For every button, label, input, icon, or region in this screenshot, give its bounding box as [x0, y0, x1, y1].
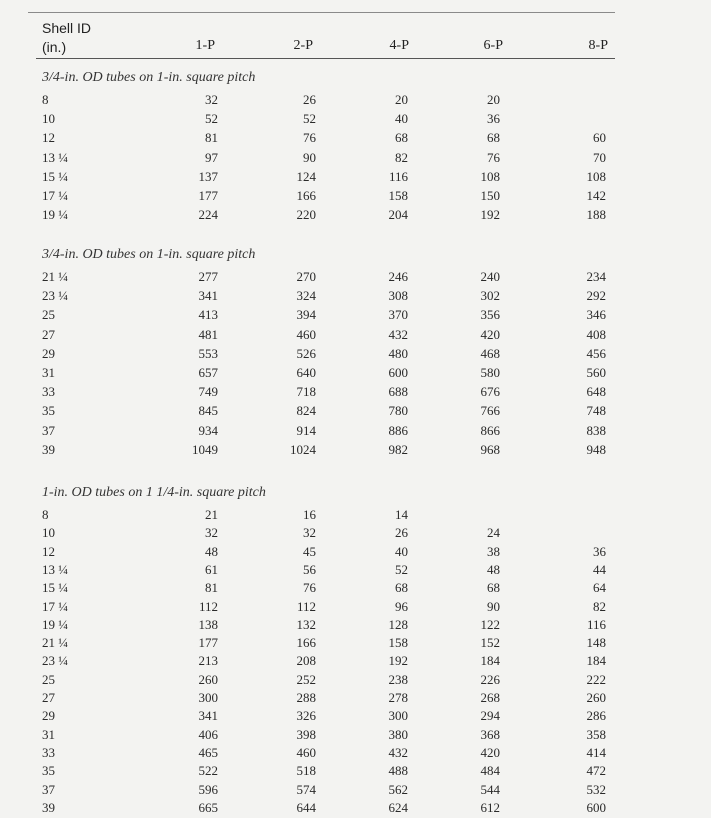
header-divider — [36, 58, 615, 59]
tube-count-cell: 780 — [388, 403, 408, 419]
tube-count-cell: 413 — [198, 307, 218, 323]
tube-count-cell: 484 — [480, 763, 500, 779]
tube-count-cell: 226 — [480, 671, 500, 687]
table-row — [0, 599, 711, 617]
tube-count-cell: 432 — [388, 326, 408, 342]
tube-count-cell: 132 — [296, 616, 316, 632]
table-row — [0, 745, 711, 763]
tube-count-cell: 465 — [198, 744, 218, 760]
tube-count-cell: 518 — [296, 763, 316, 779]
table-row — [0, 727, 711, 745]
tube-count-cell: 184 — [480, 653, 500, 669]
table-row — [0, 150, 711, 168]
shell-id-cell: 13 ¼ — [42, 561, 68, 577]
tube-count-cell: 308 — [388, 288, 408, 304]
tube-count-cell: 112 — [296, 598, 316, 614]
table-header — [0, 20, 711, 60]
tube-count-cell: 866 — [480, 422, 500, 438]
tube-count-cell: 532 — [586, 781, 606, 797]
table-row — [0, 672, 711, 690]
tube-count-cell: 948 — [586, 441, 606, 457]
shell-id-cell: 27 — [42, 690, 55, 705]
tube-count-cell: 270 — [296, 269, 316, 284]
tube-count-cell: 845 — [198, 403, 218, 419]
tube-count-cell: 481 — [198, 326, 218, 342]
table-row — [0, 562, 711, 580]
shell-id-cell: 33 — [42, 384, 55, 400]
tube-count-cell: 749 — [198, 384, 218, 400]
tube-count-cell: 278 — [388, 690, 408, 705]
shell-id-cell: 17 ¼ — [42, 188, 68, 203]
tube-count-cell: 14 — [395, 507, 408, 522]
shell-id-cell: 35 — [42, 403, 55, 419]
table-row — [0, 763, 711, 781]
table-row — [0, 782, 711, 800]
tube-count-cell: 32 — [303, 525, 316, 541]
table-row — [0, 307, 711, 325]
tube-count-cell: 300 — [198, 690, 218, 705]
tube-count-cell: 1049 — [192, 441, 218, 457]
column-header-6p: 6-P — [483, 38, 503, 53]
tube-count-cell: 665 — [198, 799, 218, 815]
top-rule — [28, 12, 615, 13]
tube-count-cell: 122 — [480, 616, 500, 632]
tube-count-cell: 20 — [395, 92, 408, 107]
column-header-4p: 4-P — [389, 38, 409, 53]
tube-count-cell: 70 — [593, 149, 606, 165]
table-row — [0, 327, 711, 345]
shell-id-cell: 21 ¼ — [42, 635, 68, 651]
tube-count-cell: 21 — [205, 507, 218, 522]
column-header-8p: 8-P — [588, 38, 608, 53]
shell-id-cell: 13 ¼ — [42, 149, 68, 165]
shell-id-cell: 19 ¼ — [42, 616, 68, 632]
tube-count-cell: 64 — [593, 580, 606, 596]
tube-count-cell: 44 — [593, 561, 606, 577]
tube-count-cell: 456 — [586, 345, 606, 361]
tube-count-cell: 574 — [296, 781, 316, 797]
tube-count-cell: 460 — [296, 744, 316, 760]
section-title: 1-in. OD tubes on 1 1/4-in. square pitch — [42, 485, 266, 500]
tube-count-cell: 192 — [388, 653, 408, 669]
tube-count-cell: 192 — [480, 207, 500, 223]
tube-count-cell: 408 — [586, 326, 606, 342]
shell-id-cell: 10 — [42, 525, 55, 541]
tube-count-cell: 562 — [388, 781, 408, 797]
tube-count-cell: 370 — [388, 307, 408, 323]
tube-count-cell: 188 — [586, 207, 606, 223]
shell-id-cell: 39 — [42, 441, 55, 457]
table-row — [0, 690, 711, 708]
tube-count-cell: 294 — [480, 708, 500, 724]
table-row — [0, 507, 711, 525]
shell-id-cell: 23 ¼ — [42, 653, 68, 669]
tube-count-cell: 346 — [586, 307, 606, 323]
tube-count-cell: 394 — [296, 307, 316, 323]
tube-count-cell: 90 — [487, 598, 500, 614]
tube-count-cell: 52 — [395, 561, 408, 577]
tube-count-cell: 97 — [205, 149, 218, 165]
shell-id-cell: 10 — [42, 111, 55, 127]
tube-count-cell: 204 — [388, 207, 408, 223]
tube-count-cell: 56 — [303, 561, 316, 577]
table-row — [0, 708, 711, 726]
tube-count-cell: 177 — [198, 188, 218, 203]
table-row — [0, 269, 711, 287]
tube-count-cell: 356 — [480, 307, 500, 323]
tube-count-cell: 324 — [296, 288, 316, 304]
table-row — [0, 92, 711, 110]
tube-count-cell: 177 — [198, 635, 218, 651]
table-row — [0, 617, 711, 635]
tube-count-cell: 766 — [480, 403, 500, 419]
table-row — [0, 544, 711, 562]
tube-count-cell: 158 — [388, 188, 408, 203]
tube-count-cell: 640 — [296, 365, 316, 380]
tube-count-cell: 580 — [480, 365, 500, 380]
tube-count-cell: 553 — [198, 345, 218, 361]
tube-count-cell: 914 — [296, 422, 316, 438]
tube-count-cell: 260 — [198, 671, 218, 687]
shell-id-cell: 25 — [42, 307, 55, 323]
shell-id-cell: 15 ¼ — [42, 168, 68, 184]
tube-count-cell: 60 — [593, 130, 606, 146]
tube-count-cell: 142 — [586, 188, 606, 203]
tube-count-cell: 488 — [388, 763, 408, 779]
table-row — [0, 800, 711, 818]
shell-id-cell: 35 — [42, 763, 55, 779]
tube-count-cell: 137 — [198, 168, 218, 184]
tube-count-cell: 238 — [388, 671, 408, 687]
tube-count-cell: 688 — [388, 384, 408, 400]
tube-count-cell: 81 — [205, 580, 218, 596]
tube-count-cell: 36 — [487, 111, 500, 127]
shell-id-cell: 29 — [42, 708, 55, 724]
tube-count-cell: 220 — [296, 207, 316, 223]
tube-count-cell: 934 — [198, 422, 218, 438]
section-title: 3/4-in. OD tubes on 1-in. square pitch — [42, 70, 256, 85]
tube-count-cell: 26 — [303, 92, 316, 107]
tube-count-cell: 260 — [586, 690, 606, 705]
tube-count-cell: 68 — [395, 130, 408, 146]
tube-count-cell: 48 — [205, 543, 218, 559]
tube-count-cell: 116 — [388, 168, 408, 184]
tube-count-cell: 82 — [593, 598, 606, 614]
shell-id-unit-header: (in.) — [42, 39, 67, 55]
tube-count-cell: 326 — [296, 708, 316, 724]
tube-count-cell: 16 — [303, 507, 316, 522]
shell-id-cell: 31 — [42, 726, 55, 742]
shell-id-cell: 8 — [42, 92, 49, 107]
shell-id-cell: 37 — [42, 781, 55, 797]
tube-count-cell: 748 — [586, 403, 606, 419]
table-row — [0, 346, 711, 364]
tube-count-cell: 468 — [480, 345, 500, 361]
shell-id-cell: 15 ¼ — [42, 580, 68, 596]
shell-id-cell: 31 — [42, 365, 55, 380]
tube-count-cell: 824 — [296, 403, 316, 419]
table-row — [0, 288, 711, 306]
tube-count-cell: 184 — [586, 653, 606, 669]
tube-count-cell: 38 — [487, 543, 500, 559]
tube-count-cell: 96 — [395, 598, 408, 614]
table-row — [0, 442, 711, 460]
tube-count-cell: 648 — [586, 384, 606, 400]
tube-count-cell: 292 — [586, 288, 606, 304]
tube-count-cell: 526 — [296, 345, 316, 361]
table-row — [0, 580, 711, 598]
table-row — [0, 365, 711, 383]
tube-count-cell: 300 — [388, 708, 408, 724]
tube-count-cell: 612 — [480, 799, 500, 815]
tube-count-cell: 368 — [480, 726, 500, 742]
shell-id-cell: 21 ¼ — [42, 269, 68, 284]
tube-count-cell: 68 — [487, 130, 500, 146]
tube-count-cell: 40 — [395, 543, 408, 559]
tube-count-cell: 32 — [205, 92, 218, 107]
tube-count-cell: 76 — [487, 149, 500, 165]
tube-count-cell: 718 — [296, 384, 316, 400]
tube-count-cell: 406 — [198, 726, 218, 742]
column-header-2p: 2-P — [293, 38, 313, 53]
tube-count-cell: 224 — [198, 207, 218, 223]
tube-count-cell: 82 — [395, 149, 408, 165]
tube-count-cell: 240 — [480, 269, 500, 284]
tube-count-cell: 52 — [303, 111, 316, 127]
table-row — [0, 188, 711, 206]
tube-count-cell: 76 — [303, 580, 316, 596]
shell-id-cell: 29 — [42, 345, 55, 361]
tube-count-cell: 252 — [296, 671, 316, 687]
table-row — [0, 403, 711, 421]
shell-id-cell: 25 — [42, 671, 55, 687]
table-row — [0, 423, 711, 441]
tube-count-cell: 886 — [388, 422, 408, 438]
tube-count-cell: 676 — [480, 384, 500, 400]
tube-count-cell: 68 — [395, 580, 408, 596]
tube-count-cell: 166 — [296, 635, 316, 651]
tube-count-cell: 148 — [586, 635, 606, 651]
tube-count-cell: 644 — [296, 799, 316, 815]
tube-count-cell: 358 — [586, 726, 606, 742]
tube-count-cell: 341 — [198, 708, 218, 724]
shell-id-header: Shell ID — [42, 20, 92, 36]
tube-count-cell: 522 — [198, 763, 218, 779]
shell-id-cell: 23 ¼ — [42, 288, 68, 304]
tube-count-cell: 246 — [388, 269, 408, 284]
tube-count-cell: 560 — [586, 365, 606, 380]
table-row — [0, 169, 711, 187]
tube-count-cell: 68 — [487, 580, 500, 596]
tube-count-cell: 152 — [480, 635, 500, 651]
tube-count-cell: 222 — [586, 671, 606, 687]
shell-id-cell: 33 — [42, 744, 55, 760]
shell-id-cell: 12 — [42, 543, 55, 559]
tube-count-cell: 982 — [388, 441, 408, 457]
tube-count-cell: 32 — [205, 525, 218, 541]
shell-id-cell: 39 — [42, 799, 55, 815]
tube-count-cell: 108 — [480, 168, 500, 184]
shell-id-cell: 19 ¼ — [42, 207, 68, 223]
tube-count-cell: 158 — [388, 635, 408, 651]
shell-id-cell: 37 — [42, 422, 55, 438]
tube-count-cell: 45 — [303, 543, 316, 559]
tube-count-cell: 213 — [198, 653, 218, 669]
tube-count-cell: 128 — [388, 616, 408, 632]
shell-id-cell: 17 ¼ — [42, 598, 68, 614]
tube-count-cell: 108 — [586, 168, 606, 184]
tube-count-cell: 286 — [586, 708, 606, 724]
tube-count-cell: 544 — [480, 781, 500, 797]
tube-count-cell: 76 — [303, 130, 316, 146]
tube-count-cell: 600 — [586, 799, 606, 815]
tube-count-cell: 20 — [487, 92, 500, 107]
tube-count-cell: 138 — [198, 616, 218, 632]
tube-count-cell: 40 — [395, 111, 408, 127]
tube-count-cell: 90 — [303, 149, 316, 165]
tube-count-cell: 414 — [586, 744, 606, 760]
tube-count-cell: 596 — [198, 781, 218, 797]
tube-count-cell: 234 — [586, 269, 606, 284]
tube-count-cell: 277 — [198, 269, 218, 284]
tube-count-cell: 116 — [586, 616, 606, 632]
tube-count-cell: 61 — [205, 561, 218, 577]
section-title: 3/4-in. OD tubes on 1-in. square pitch — [42, 247, 256, 262]
tube-count-cell: 398 — [296, 726, 316, 742]
tube-count-cell: 480 — [388, 345, 408, 361]
tube-count-cell: 112 — [198, 598, 218, 614]
tube-count-cell: 52 — [205, 111, 218, 127]
shell-id-cell: 8 — [42, 507, 49, 522]
tube-count-cell: 472 — [586, 763, 606, 779]
tube-count-cell: 1024 — [290, 441, 316, 457]
tube-count-cell: 968 — [480, 441, 500, 457]
tube-count-cell: 166 — [296, 188, 316, 203]
column-header-1p: 1-P — [195, 38, 215, 53]
tube-count-cell: 432 — [388, 744, 408, 760]
tube-count-cell: 838 — [586, 422, 606, 438]
table-row — [0, 635, 711, 653]
tube-count-cell: 150 — [480, 188, 500, 203]
table-row — [0, 384, 711, 402]
tube-count-cell: 420 — [480, 744, 500, 760]
tube-count-cell: 24 — [487, 525, 500, 541]
tube-count-cell: 657 — [198, 365, 218, 380]
tube-count-cell: 36 — [593, 543, 606, 559]
table-row — [0, 525, 711, 543]
tube-count-cell: 48 — [487, 561, 500, 577]
tube-count-cell: 624 — [388, 799, 408, 815]
tube-count-cell: 302 — [480, 288, 500, 304]
tube-count-cell: 124 — [296, 168, 316, 184]
tube-count-cell: 600 — [388, 365, 408, 380]
tube-count-cell: 420 — [480, 326, 500, 342]
table-row — [0, 653, 711, 671]
tube-count-cell: 81 — [205, 130, 218, 146]
shell-id-cell: 27 — [42, 326, 55, 342]
tube-count-cell: 288 — [296, 690, 316, 705]
tube-count-cell: 26 — [395, 525, 408, 541]
tube-count-cell: 341 — [198, 288, 218, 304]
table-row — [0, 130, 711, 148]
tube-count-cell: 460 — [296, 326, 316, 342]
table-row — [0, 111, 711, 129]
tube-count-cell: 268 — [480, 690, 500, 705]
tube-count-cell: 208 — [296, 653, 316, 669]
shell-id-cell: 12 — [42, 130, 55, 146]
tube-count-cell: 380 — [388, 726, 408, 742]
table-row — [0, 207, 711, 225]
